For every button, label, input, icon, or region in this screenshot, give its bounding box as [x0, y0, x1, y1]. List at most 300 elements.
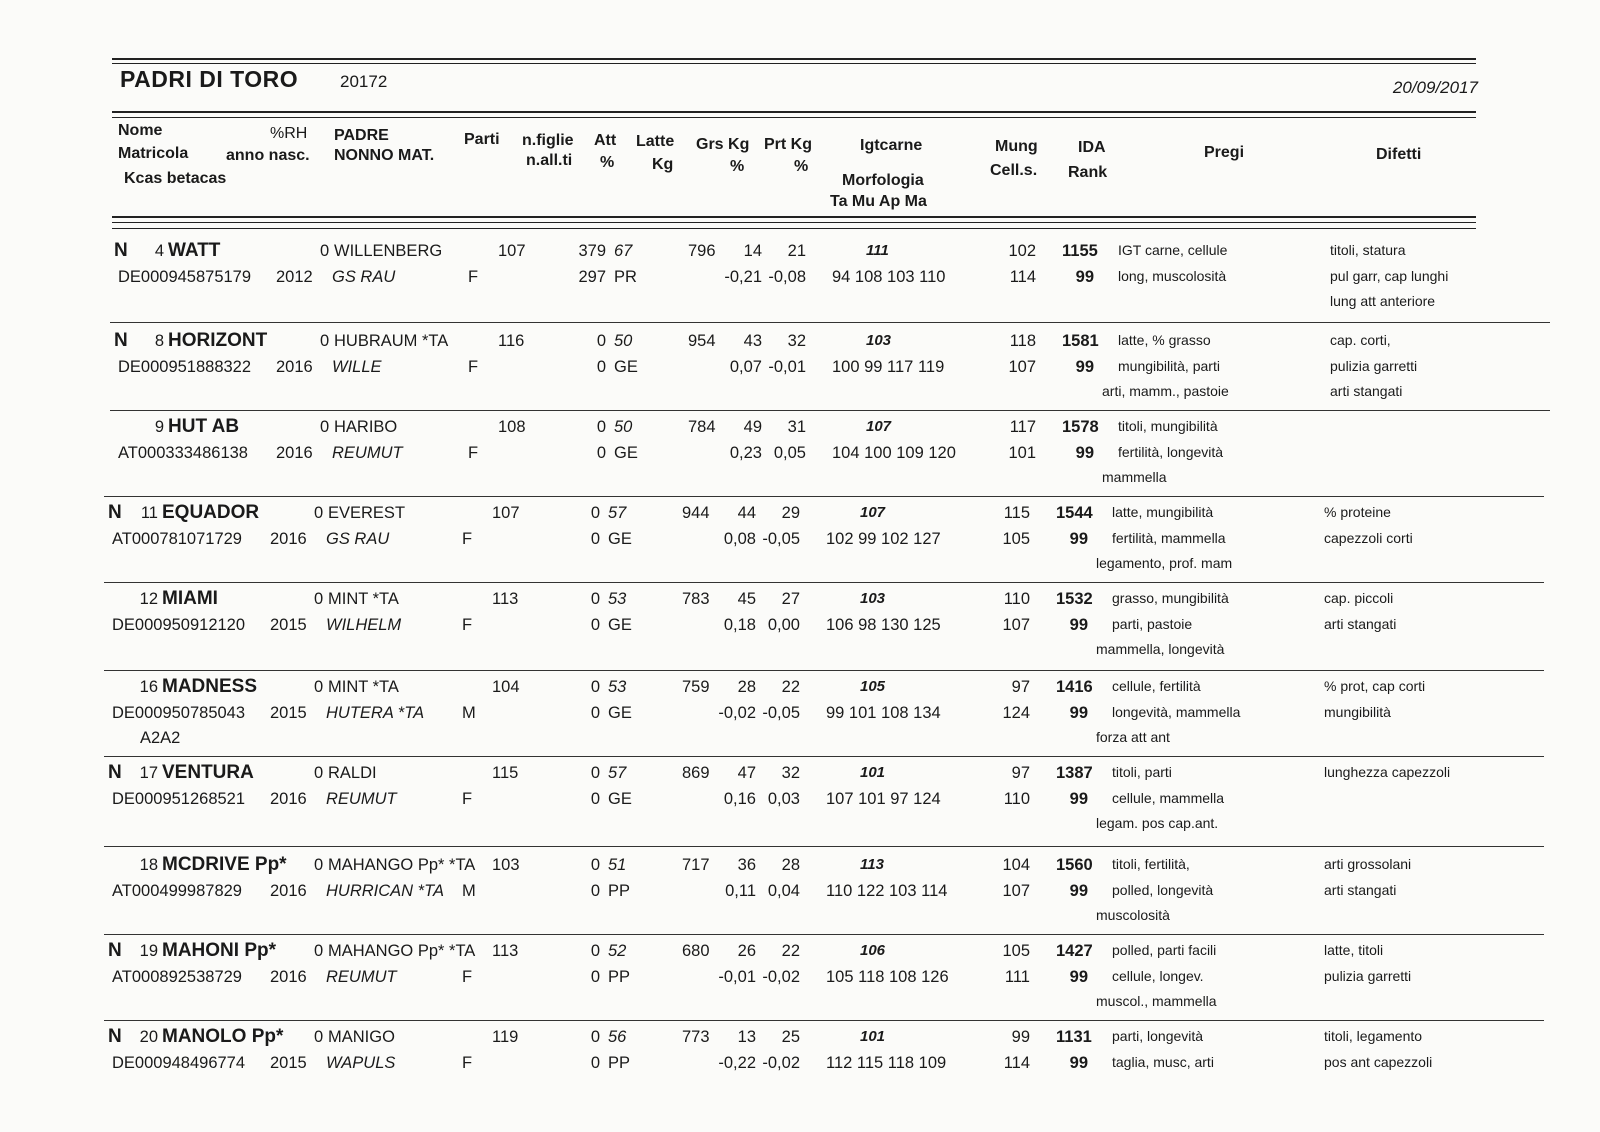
sex-value: F: [462, 616, 473, 634]
padre-name: MINT *TA: [328, 678, 399, 696]
rh-value: 0: [314, 856, 324, 874]
row-flag: N: [114, 330, 128, 351]
prt-pct-value: -0,01: [768, 358, 806, 376]
morfologia-values: 112 115 118 109: [826, 1054, 947, 1072]
pregi-line-2: mungibilità, parti: [1118, 358, 1220, 374]
grs-pct-value: 0,18: [723, 616, 756, 634]
att-value: 53: [608, 678, 627, 696]
nallti-value: 0: [590, 1054, 600, 1072]
bull-name: MIAMI: [162, 588, 218, 609]
morfologia-values: 99 101 108 134: [826, 704, 941, 722]
latte-value: 783: [682, 590, 710, 608]
nallti-value: 0: [590, 704, 600, 722]
genotype-value: PP: [608, 882, 631, 900]
row-separator: [104, 670, 1544, 671]
prt-value: 32: [781, 764, 800, 782]
col-morfologia: Morfologia: [842, 172, 924, 189]
col-ida: IDA: [1078, 139, 1106, 156]
bull-name: WATT: [168, 240, 221, 261]
difetti-line-2: pul garr, cap lunghi: [1330, 268, 1449, 284]
padre-name: HARIBO: [334, 418, 398, 436]
prt-pct-value: -0,02: [762, 1054, 800, 1072]
col-igtcarne: Igtcarne: [860, 137, 923, 154]
nallti-value: 0: [596, 358, 606, 376]
igtcarne-value: 107: [866, 418, 892, 435]
cells-value: 107: [1008, 358, 1036, 376]
padre-name: MANIGO: [328, 1028, 395, 1046]
rank-value: 99: [1075, 358, 1094, 376]
rank-value: 99: [1069, 616, 1088, 634]
pregi-line-1: latte, mungibilità: [1112, 504, 1214, 520]
ida-value: 1532: [1056, 590, 1093, 608]
pregi-line-3: mammella: [1102, 469, 1167, 485]
row-number: 12: [139, 590, 158, 608]
rank-value: 99: [1075, 268, 1094, 286]
nfiglie-value: 0: [596, 332, 606, 350]
bull-name: MADNESS: [162, 676, 258, 697]
padre-name: MAHANGO Pp* *TA: [328, 856, 476, 874]
grs-pct-value: 0,08: [723, 530, 756, 548]
prt-pct-value: -0,02: [762, 968, 800, 986]
top-rule-thin: [112, 63, 1476, 64]
prt-value: 25: [781, 1028, 800, 1046]
pregi-line-2: fertilità, longevità: [1118, 444, 1224, 460]
row-number: 20: [139, 1028, 158, 1046]
difetti-line-2: mungibilità: [1324, 704, 1391, 720]
padre-name: HUBRAUM *TA: [334, 332, 449, 350]
bull-name: EQUADOR: [162, 502, 260, 523]
grs-value: 36: [737, 856, 756, 874]
row-flag: N: [108, 762, 122, 783]
bull-name: HORIZONT: [168, 330, 268, 351]
parti-value: 108: [498, 418, 526, 436]
difetti-line-1: lunghezza capezzoli: [1324, 764, 1451, 780]
grs-value: 49: [743, 418, 762, 436]
ida-value: 1581: [1062, 332, 1099, 350]
table-row: [0, 1028, 1600, 1116]
difetti-line-1: latte, titoli: [1324, 942, 1384, 958]
difetti-line-1: titoli, statura: [1330, 242, 1406, 258]
genotype-value: PR: [614, 268, 637, 286]
nallti-value: 297: [578, 268, 606, 286]
row-flag: N: [108, 1026, 122, 1047]
pregi-line-1: titoli, parti: [1112, 764, 1172, 780]
pregi-line-2: polled, longevità: [1112, 882, 1214, 898]
rh-value: 0: [314, 590, 324, 608]
cells-value: 110: [1003, 790, 1030, 808]
col-prt-pct: %: [794, 158, 809, 175]
cells-value: 114: [1003, 1054, 1030, 1072]
pregi-line-3: forza att ant: [1096, 729, 1170, 745]
grs-pct-value: 0,07: [729, 358, 762, 376]
mung-value: 110: [1003, 590, 1030, 608]
top-rule: [112, 58, 1476, 60]
matricola: AT000333486138: [118, 444, 248, 462]
row-separator: [104, 846, 1544, 847]
padre-name: RALDI: [328, 764, 377, 782]
difetti-line-2: arti stangati: [1324, 616, 1397, 632]
nonno-materno: GS RAU: [332, 268, 396, 286]
nonno-materno: HURRICAN *TA: [326, 882, 444, 900]
grs-pct-value: -0,01: [718, 968, 756, 986]
mung-value: 118: [1009, 332, 1036, 350]
birth-year: 2016: [276, 444, 313, 462]
row-separator: [104, 582, 1544, 583]
nonno-materno: REUMUT: [326, 790, 397, 808]
nonno-materno: WILHELM: [326, 616, 402, 634]
pregi-line-1: titoli, fertilità,: [1112, 856, 1190, 872]
morfologia-values: 94 108 103 110: [832, 268, 946, 286]
rank-value: 99: [1069, 790, 1088, 808]
table-row: [0, 332, 1600, 420]
matricola: DE000950912120: [112, 616, 246, 634]
latte-value: 680: [682, 942, 710, 960]
parti-value: 107: [492, 504, 520, 522]
sex-value: F: [462, 1054, 473, 1072]
table-row: [0, 504, 1600, 592]
igtcarne-value: 105: [860, 678, 886, 695]
genotype-value: GE: [614, 444, 638, 462]
nallti-value: 0: [590, 616, 600, 634]
nonno-materno: REUMUT: [332, 444, 403, 462]
difetti-line-3: lung att anteriore: [1330, 293, 1436, 309]
row-flag: N: [114, 240, 128, 261]
grs-value: 28: [737, 678, 756, 696]
difetti-line-2: capezzoli corti: [1324, 530, 1413, 546]
nfiglie-value: 0: [590, 590, 600, 608]
table-row: [0, 678, 1600, 766]
nallti-value: 0: [590, 968, 600, 986]
grs-value: 43: [743, 332, 762, 350]
mung-value: 97: [1011, 678, 1030, 696]
sex-value: M: [462, 704, 476, 722]
mung-value: 117: [1009, 418, 1036, 436]
birth-year: 2016: [276, 358, 313, 376]
prt-pct-value: -0,05: [762, 704, 800, 722]
header-rule-thin: [112, 117, 1476, 118]
pregi-line-3: muscol., mammella: [1096, 993, 1217, 1009]
latte-value: 954: [688, 332, 716, 350]
genotype-value: GE: [608, 790, 632, 808]
matricola: DE000951888322: [118, 358, 252, 376]
cells-value: 107: [1002, 882, 1030, 900]
pregi-line-1: parti, longevità: [1112, 1028, 1204, 1044]
nallti-value: 0: [590, 530, 600, 548]
pregi-line-1: IGT carne, cellule: [1118, 242, 1228, 258]
rank-value: 99: [1069, 968, 1088, 986]
ida-value: 1427: [1056, 942, 1093, 960]
pregi-line-2: long, muscolosità: [1118, 268, 1227, 284]
nfiglie-value: 0: [590, 678, 600, 696]
row-flag: N: [108, 940, 122, 961]
pregi-line-2: cellule, longev.: [1112, 968, 1204, 984]
rank-value: 99: [1069, 1054, 1088, 1072]
att-value: 50: [614, 418, 633, 436]
nonno-materno: REUMUT: [326, 968, 397, 986]
kcas-value: A2A2: [140, 729, 181, 747]
grs-value: 47: [737, 764, 756, 782]
table-row: [0, 590, 1600, 678]
nonno-materno: WAPULS: [326, 1054, 396, 1072]
ida-value: 1416: [1056, 678, 1093, 696]
pregi-line-2: longevità, mammella: [1112, 704, 1241, 720]
row-number: 8: [154, 332, 164, 350]
parti-value: 107: [498, 242, 526, 260]
nfiglie-value: 0: [590, 942, 600, 960]
cells-value: 111: [1004, 968, 1030, 986]
pregi-line-3: arti, mamm., pastoie: [1102, 383, 1229, 399]
difetti-line-1: % prot, cap corti: [1324, 678, 1426, 694]
row-number: 9: [154, 418, 164, 436]
genotype-value: GE: [608, 704, 632, 722]
matricola: DE000951268521: [112, 790, 246, 808]
col-pregi: Pregi: [1204, 144, 1245, 161]
pregi-line-1: titoli, mungibilità: [1118, 418, 1218, 434]
difetti-line-1: cap. corti,: [1330, 332, 1391, 348]
row-separator: [110, 322, 1550, 323]
grs-pct-value: 0,11: [725, 882, 756, 900]
difetti-line-2: arti stangati: [1324, 882, 1397, 898]
matricola: DE000950785043: [112, 704, 246, 722]
mung-value: 99: [1011, 1028, 1030, 1046]
morfologia-values: 106 98 130 125: [826, 616, 941, 634]
mung-value: 115: [1003, 504, 1030, 522]
matricola: DE000945875179: [118, 268, 252, 286]
mung-value: 105: [1002, 942, 1030, 960]
pregi-line-3: muscolosità: [1096, 907, 1170, 923]
difetti-line-2: pos ant capezzoli: [1324, 1054, 1433, 1070]
igtcarne-value: 101: [860, 1028, 886, 1045]
cells-value: 124: [1002, 704, 1030, 722]
sex-value: F: [462, 790, 473, 808]
col-difetti: Difetti: [1376, 146, 1422, 163]
rh-value: 0: [320, 242, 330, 260]
rh-value: 0: [314, 764, 324, 782]
genotype-value: PP: [608, 968, 631, 986]
grs-pct-value: -0,02: [718, 704, 756, 722]
bull-name: MANOLO Pp*: [162, 1026, 284, 1047]
genotype-value: GE: [608, 616, 632, 634]
igtcarne-value: 101: [860, 764, 886, 781]
pregi-line-1: latte, % grasso: [1118, 332, 1211, 348]
birth-year: 2016: [270, 790, 307, 808]
sex-value: M: [462, 882, 476, 900]
att-value: 50: [614, 332, 633, 350]
pregi-line-3: legamento, prof. mam: [1096, 555, 1233, 571]
att-value: 57: [608, 504, 627, 522]
ida-value: 1155: [1062, 242, 1098, 260]
row-separator: [104, 496, 1544, 497]
parti-value: 119: [492, 1028, 519, 1046]
bull-name: VENTURA: [162, 762, 254, 783]
col-nome: Nome: [118, 122, 163, 139]
difetti-line-3: arti stangati: [1330, 383, 1403, 399]
document-date: 20/09/2017: [1392, 78, 1478, 97]
birth-year: 2016: [270, 882, 307, 900]
grs-value: 26: [737, 942, 756, 960]
bull-name: MCDRIVE Pp*: [162, 854, 287, 875]
grs-pct-value: -0,21: [724, 268, 762, 286]
difetti-line-2: pulizia garretti: [1324, 968, 1412, 984]
morfologia-values: 104 100 109 120: [832, 444, 956, 462]
igtcarne-value: 103: [860, 590, 886, 607]
pregi-line-2: fertilità, mammella: [1112, 530, 1226, 546]
matricola: AT000892538729: [112, 968, 242, 986]
row-number: 11: [140, 504, 158, 522]
difetti-line-1: titoli, legamento: [1324, 1028, 1423, 1044]
col-prt: Prt Kg: [764, 136, 812, 153]
nfiglie-value: 0: [596, 418, 606, 436]
prt-value: 22: [781, 678, 800, 696]
mung-value: 104: [1002, 856, 1030, 874]
col-matricola: Matricola: [118, 145, 189, 162]
grs-pct-value: 0,23: [729, 444, 762, 462]
parti-value: 115: [492, 764, 519, 782]
igtcarne-value: 103: [866, 332, 892, 349]
nallti-value: 0: [590, 790, 600, 808]
latte-value: 944: [682, 504, 710, 522]
grs-pct-value: -0,22: [718, 1054, 756, 1072]
grs-value: 14: [743, 242, 762, 260]
difetti-line-1: cap. piccoli: [1324, 590, 1394, 606]
mung-value: 102: [1008, 242, 1036, 260]
col-rh: %RH: [270, 125, 308, 142]
sex-value: F: [462, 968, 473, 986]
sex-value: F: [462, 530, 473, 548]
pregi-line-2: taglia, musc, arti: [1112, 1054, 1214, 1070]
parti-value: 113: [492, 590, 519, 608]
prt-value: 32: [787, 332, 806, 350]
col-grs: Grs Kg: [696, 136, 750, 153]
nfiglie-value: 379: [578, 242, 606, 260]
latte-value: 796: [688, 242, 716, 260]
col-padre: PADRE: [334, 127, 389, 144]
bull-name: MAHONI Pp*: [162, 940, 276, 961]
nonno-materno: WILLE: [332, 358, 382, 376]
prt-value: 29: [781, 504, 800, 522]
difetti-line-1: arti grossolani: [1324, 856, 1412, 872]
document-code: 20172: [340, 72, 388, 91]
rh-value: 0: [320, 418, 330, 436]
cells-value: 107: [1002, 616, 1030, 634]
prt-pct-value: -0,08: [768, 268, 806, 286]
matricola: AT000499987829: [112, 882, 242, 900]
ida-value: 1578: [1062, 418, 1099, 436]
row-flag: N: [108, 502, 122, 523]
parti-value: 104: [492, 678, 520, 696]
table-row: [0, 764, 1600, 852]
nfiglie-value: 0: [590, 1028, 600, 1046]
nallti-value: 0: [596, 444, 606, 462]
ida-value: 1544: [1056, 504, 1093, 522]
nonno-materno: GS RAU: [326, 530, 390, 548]
col-nonno: NONNO MAT.: [334, 147, 435, 164]
col-latte: Latte: [636, 133, 675, 150]
col-nallti: n.all.ti: [526, 152, 573, 169]
birth-year: 2015: [270, 616, 307, 634]
birth-year: 2015: [270, 704, 307, 722]
rank-value: 99: [1069, 530, 1088, 548]
pregi-line-3: mammella, longevità: [1096, 641, 1225, 657]
att-value: 56: [608, 1028, 627, 1046]
genotype-value: GE: [608, 530, 632, 548]
table-row: [0, 418, 1600, 506]
col-parti: Parti: [464, 131, 500, 148]
header-bottom-rule-2: [112, 228, 1476, 229]
matricola: AT000781071729: [112, 530, 242, 548]
birth-year: 2015: [270, 1054, 307, 1072]
ida-value: 1560: [1056, 856, 1093, 874]
rh-value: 0: [314, 678, 324, 696]
col-cells: Cell.s.: [990, 162, 1038, 179]
page-title: PADRI DI TORO: [120, 66, 299, 92]
header-rule: [112, 111, 1476, 113]
prt-pct-value: -0,05: [762, 530, 800, 548]
igtcarne-value: 106: [860, 942, 886, 959]
padre-name: MAHANGO Pp* *TA: [328, 942, 476, 960]
bull-name: HUT AB: [168, 416, 240, 437]
padre-name: MINT *TA: [328, 590, 399, 608]
col-grs-pct: %: [730, 158, 745, 175]
nfiglie-value: 0: [590, 856, 600, 874]
igtcarne-value: 113: [860, 856, 884, 873]
prt-value: 22: [781, 942, 800, 960]
rank-value: 99: [1069, 882, 1088, 900]
birth-year: 2016: [270, 968, 307, 986]
rank-value: 99: [1069, 704, 1088, 722]
nfiglie-value: 0: [590, 764, 600, 782]
igtcarne-value: 111: [866, 242, 889, 259]
row-number: 18: [139, 856, 158, 874]
pregi-line-3: legam. pos cap.ant.: [1096, 815, 1219, 831]
rh-value: 0: [314, 942, 324, 960]
col-mung: Mung: [995, 138, 1038, 155]
rh-value: 0: [320, 332, 330, 350]
morfologia-values: 110 122 103 114: [826, 882, 948, 900]
col-rank: Rank: [1068, 164, 1108, 181]
ida-value: 1387: [1056, 764, 1093, 782]
pregi-line-1: grasso, mungibilità: [1112, 590, 1229, 606]
row-number: 16: [139, 678, 158, 696]
cells-value: 105: [1002, 530, 1030, 548]
genotype-value: GE: [614, 358, 638, 376]
genotype-value: PP: [608, 1054, 631, 1072]
igtcarne-value: 107: [860, 504, 886, 521]
grs-pct-value: 0,16: [723, 790, 756, 808]
grs-value: 13: [737, 1028, 756, 1046]
prt-value: 27: [781, 590, 800, 608]
grs-value: 45: [737, 590, 756, 608]
row-number: 17: [139, 764, 158, 782]
pregi-line-1: cellule, fertilità: [1112, 678, 1201, 694]
cells-value: 114: [1009, 268, 1036, 286]
col-kcas: Kcas betacas: [124, 170, 227, 187]
prt-pct-value: 0,03: [767, 790, 800, 808]
att-value: 57: [608, 764, 627, 782]
nonno-materno: HUTERA *TA: [326, 704, 425, 722]
col-morfologia-sub: Ta Mu Ap Ma: [830, 193, 927, 210]
att-value: 51: [608, 856, 627, 874]
header-bottom-rule: [112, 216, 1476, 218]
latte-value: 784: [688, 418, 716, 436]
table-row: [0, 856, 1600, 944]
sex-value: F: [468, 358, 479, 376]
nallti-value: 0: [590, 882, 600, 900]
table-row: [0, 242, 1600, 330]
col-att: Att: [594, 132, 617, 149]
att-value: 67: [614, 242, 633, 260]
parti-value: 103: [492, 856, 520, 874]
